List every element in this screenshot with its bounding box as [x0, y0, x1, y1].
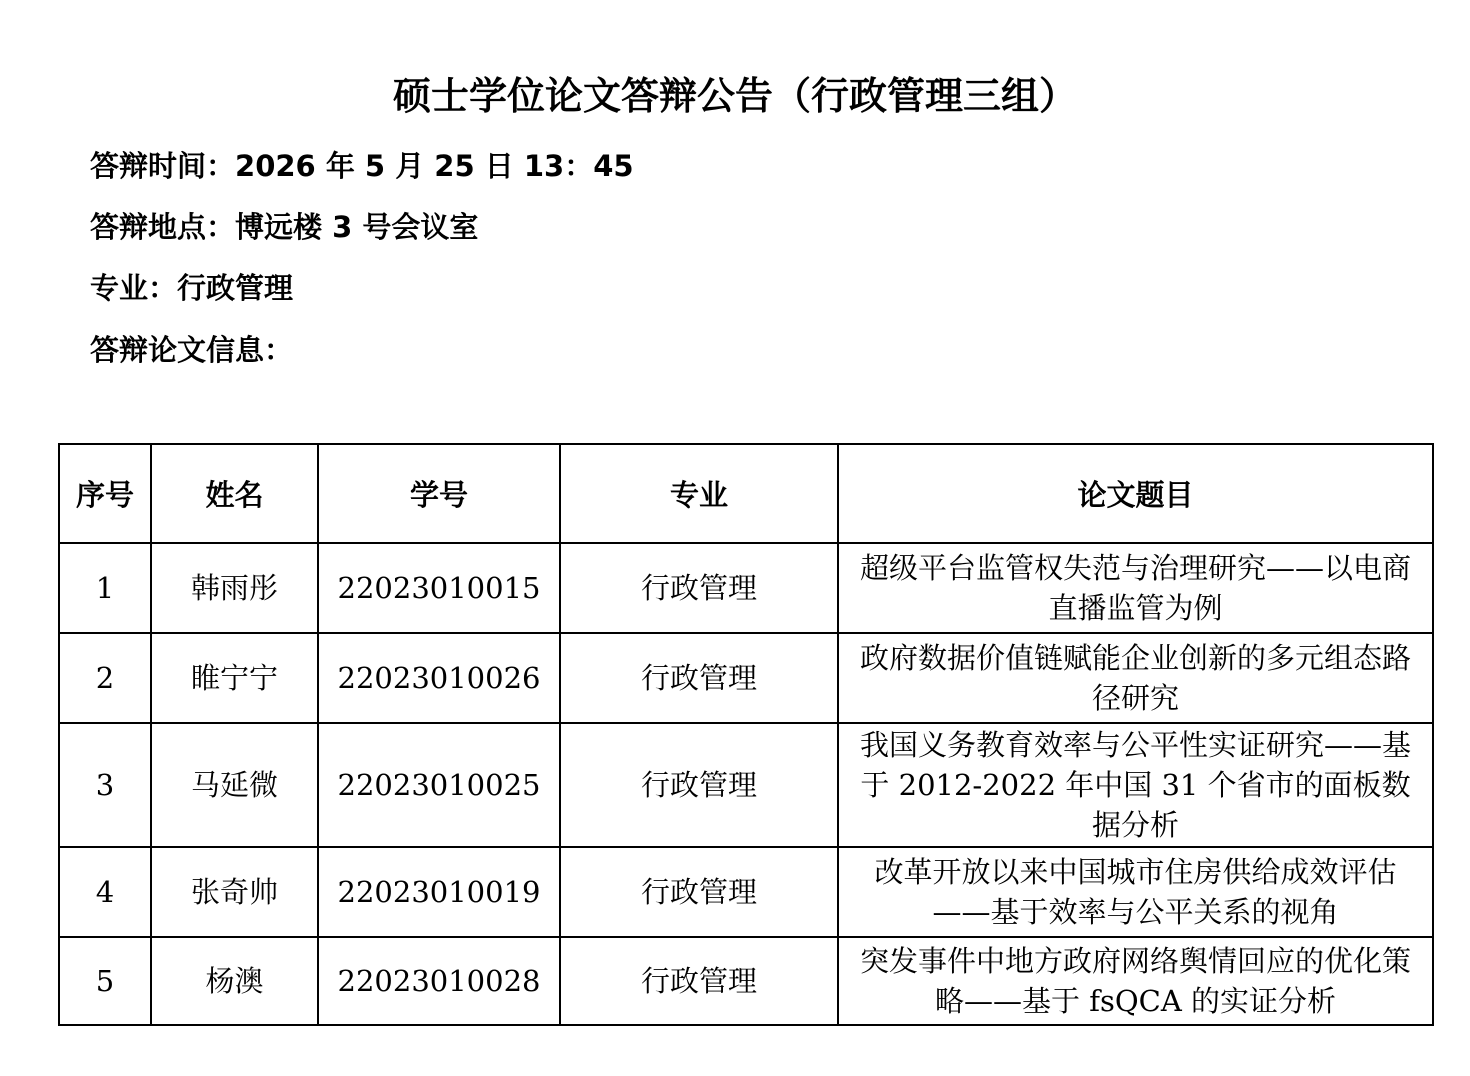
thesis-info-line [90, 330, 293, 370]
cell-seq: 5 [59, 937, 151, 1025]
cell-thesis-title: 我国义务教育效率与公平性实证研究——基于 2012-2022 年中国 31 个省市的面板数据分析 [838, 723, 1433, 847]
cell-seq: 4 [59, 847, 151, 937]
cell-thesis-title: 突发事件中地方政府网络舆情回应的优化策略——基于 fsQCA 的实证分析 [838, 937, 1433, 1025]
cell-student-id: 22023010019 [318, 847, 560, 937]
cell-student-id: 22023010015 [318, 543, 560, 633]
cell-name: 杨澳 [151, 937, 318, 1025]
cell-thesis-title: 超级平台监管权失范与治理研究——以电商直播监管为例 [838, 543, 1433, 633]
major-line [90, 268, 293, 308]
cell-major: 行政管理 [560, 937, 838, 1025]
table-row [59, 633, 1433, 723]
major-label: 专业： [90, 271, 178, 305]
cell-name: 睢宁宁 [151, 633, 318, 723]
defense-place-label: 答辩地点： [90, 210, 236, 244]
header-major: 专业 [560, 444, 838, 543]
cell-major: 行政管理 [560, 723, 838, 847]
defense-time-line [90, 146, 634, 186]
cell-seq: 3 [59, 723, 151, 847]
thesis-info-label: 答辩论文信息： [90, 333, 294, 367]
cell-seq: 1 [59, 543, 151, 633]
header-thesis-title: 论文题目 [838, 444, 1433, 543]
cell-thesis-title: 政府数据价值链赋能企业创新的多元组态路径研究 [838, 633, 1433, 723]
defense-place-value: 博远楼 3 号会议室 [235, 210, 479, 244]
table-row [59, 937, 1433, 1025]
cell-major: 行政管理 [560, 633, 838, 723]
cell-name: 韩雨彤 [151, 543, 318, 633]
defense-time-value: 2026 年 5 月 25 日 13：45 [235, 149, 634, 183]
defense-table [58, 443, 1434, 1026]
defense-time-label: 答辩时间： [90, 149, 236, 183]
defense-place-line [90, 207, 478, 247]
cell-major: 行政管理 [560, 847, 838, 937]
header-name: 姓名 [151, 444, 318, 543]
cell-student-id: 22023010025 [318, 723, 560, 847]
cell-major: 行政管理 [560, 543, 838, 633]
header-student-id: 学号 [318, 444, 560, 543]
table-header-row [59, 444, 1433, 543]
header-seq: 序号 [59, 444, 151, 543]
major-value: 行政管理 [177, 271, 294, 305]
table-row [59, 847, 1433, 937]
cell-student-id: 22023010026 [318, 633, 560, 723]
cell-thesis-title: 改革开放以来中国城市住房供给成效评估——基于效率与公平关系的视角 [838, 847, 1433, 937]
table-row [59, 543, 1433, 633]
page-title: 硕士学位论文答辩公告（行政管理三组） [392, 74, 1077, 118]
table-row [59, 723, 1433, 847]
cell-student-id: 22023010028 [318, 937, 560, 1025]
cell-seq: 2 [59, 633, 151, 723]
cell-name: 张奇帅 [151, 847, 318, 937]
cell-name: 马延微 [151, 723, 318, 847]
